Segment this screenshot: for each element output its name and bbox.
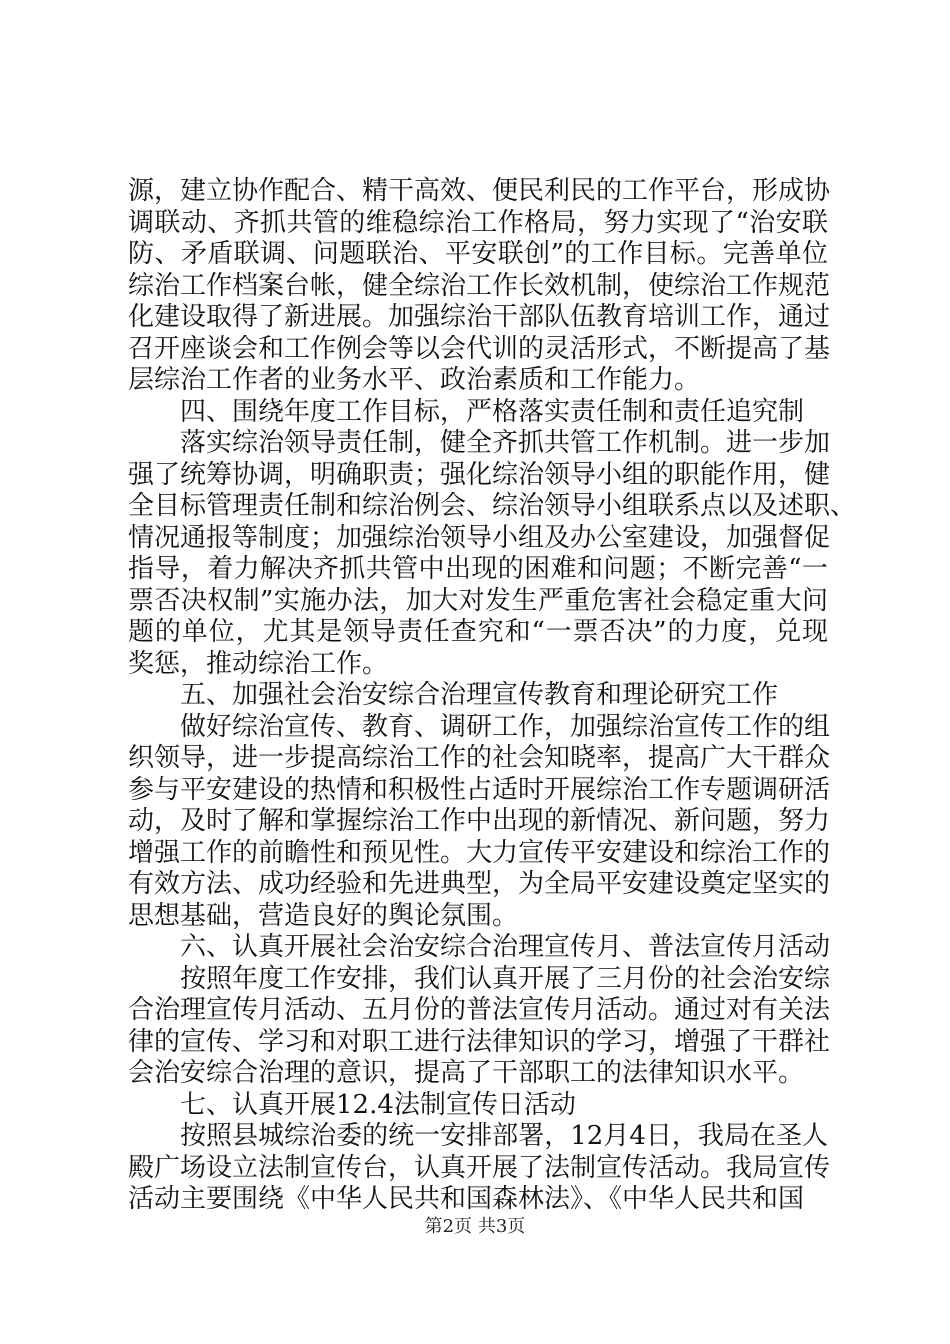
text-line: 合治理宣传月活动、五月份的普法宣传月活动。通过对有关法	[128, 995, 831, 1025]
text-line: 综治工作档案台帐，健全综治工作长效机制，使综治工作规范	[128, 271, 831, 301]
section-heading: 四、围绕年度工作目标，严格落实责任制和责任追究制	[180, 397, 805, 427]
text-line: 调联动、齐抓共管的维稳综治工作格局，努力实现了“治安联	[128, 208, 828, 238]
text-line: 有效方法、成功经验和先进典型，为全局平安建设奠定坚实的	[128, 869, 831, 899]
text-line: 活动主要围绕《中华人民共和国森林法》、《中华人民共和国	[128, 1184, 805, 1214]
text-line: 增强工作的前瞻性和预见性。大力宣传平安建设和综治工作的	[128, 838, 831, 868]
text-line: 思想基础，营造良好的舆论氛围。	[128, 901, 519, 931]
text-line: 织领导，进一步提高综治工作的社会知晓率，提高广大干群众	[128, 743, 831, 773]
text-line: 强了统筹协调，明确职责；强化综治领导小组的职能作用，健	[128, 460, 831, 490]
text-line: 召开座谈会和工作例会等以会代训的灵活形式，不断提高了基	[128, 334, 831, 364]
text-line: 动，及时了解和掌握综治工作中出现的新情况、新问题，努力	[128, 806, 831, 836]
section-heading: 六、认真开展社会治安综合治理宣传月、普法宣传月活动	[180, 932, 831, 962]
text-line: 做好综治宣传、教育、调研工作，加强综治宣传工作的组	[180, 712, 831, 742]
section-heading: 七、认真开展12.4法制宣传日活动	[180, 1090, 576, 1120]
text-line: 层综治工作者的业务水平、政治素质和工作能力。	[128, 365, 701, 395]
text-line: 律的宣传、学习和对职工进行法律知识的学习，增强了干群社	[128, 1027, 831, 1057]
text-line: 题的单位，尤其是领导责任查究和“一票否决”的力度，兑现	[128, 617, 828, 647]
text-line: 防、矛盾联调、问题联治、平安联创”的工作目标。完善单位	[128, 239, 828, 269]
section-heading: 五、加强社会治安综合治理宣传教育和理论研究工作	[180, 680, 779, 710]
page-number-footer: 第2页 共3页	[424, 1216, 526, 1237]
text-line: 落实综治领导责任制，健全齐抓共管工作机制。进一步加	[180, 428, 831, 458]
text-line: 全目标管理责任制和综治例会、综治领导小组联系点以及述职、	[128, 491, 857, 521]
text-line: 票否决权制”实施办法，加大对发生严重危害社会稳定重大问	[128, 586, 828, 616]
text-line: 会治安综合治理的意识，提高了干部职工的法律知识水平。	[128, 1058, 805, 1088]
text-line: 源，建立协作配合、精干高效、便民利民的工作平台，形成协	[128, 176, 831, 206]
text-line: 按照县城综治委的统一安排部署，12月4日，我局在圣人	[180, 1121, 828, 1151]
text-line: 情况通报等制度；加强综治领导小组及办公室建设，加强督促	[128, 523, 831, 553]
text-line: 按照年度工作安排，我们认真开展了三月份的社会治安综	[180, 964, 831, 994]
text-line: 奖惩，推动综治工作。	[128, 649, 389, 679]
text-line: 殿广场设立法制宣传台，认真开展了法制宣传活动。我局宣传	[128, 1153, 831, 1183]
text-line: 参与平安建设的热情和积极性占适时开展综治工作专题调研活	[128, 775, 831, 805]
text-line: 指导，着力解决齐抓共管中出现的困难和问题；不断完善“一	[128, 554, 828, 584]
text-line: 化建设取得了新进展。加强综治干部队伍教育培训工作，通过	[128, 302, 831, 332]
